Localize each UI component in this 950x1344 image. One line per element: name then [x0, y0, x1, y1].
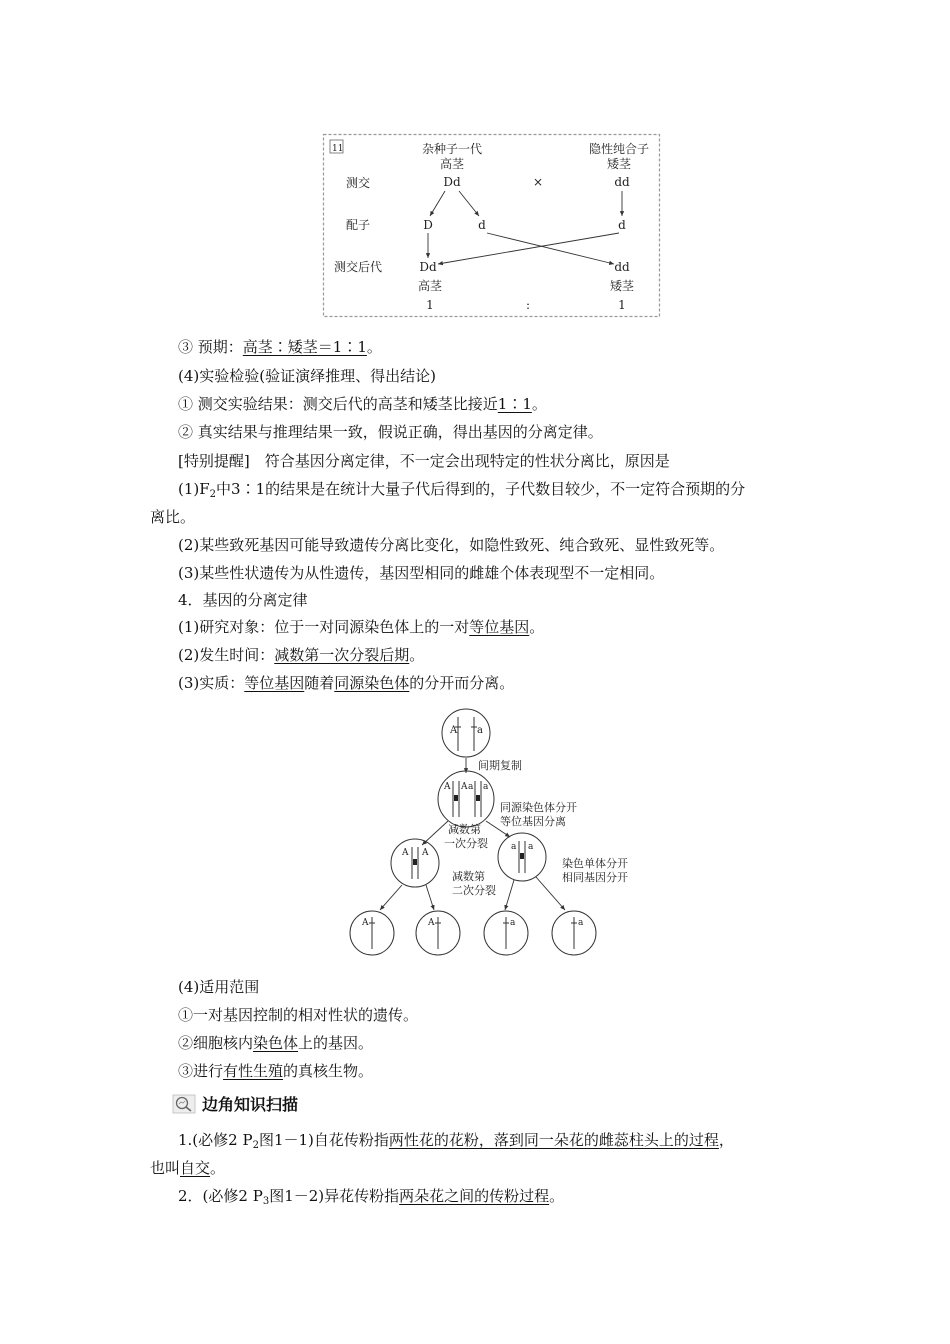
arrow-to-gamete-2 — [426, 885, 434, 910]
label-meiosis1-a: 减数第 — [448, 823, 481, 836]
section-title: 边角知识扫描 — [202, 1095, 299, 1114]
scope-item-1: ①一对基因控制的相对性状的遗传。 — [178, 1006, 419, 1024]
allele-A-label: A — [422, 848, 429, 858]
arrow-d2-to-Dd — [438, 233, 619, 264]
allele-a-label: a — [510, 918, 516, 928]
label-meiosis2-a: 减数第 — [452, 870, 485, 883]
label-sister-2: 相同基因分开 — [562, 871, 628, 884]
line-law-essence: (3)实质：等位基因随着同源染色体的分开而分离。 — [178, 674, 515, 692]
line-conclusion: ② 真实结果与推理结果一致，假说正确，得出基因的分离定律。 — [178, 423, 603, 441]
magnifier-icon — [172, 1094, 196, 1114]
line-law-time: (2)发生时间：减数第一次分裂后期。 — [178, 646, 425, 664]
cross-sign: × — [532, 175, 544, 189]
arrow-p1-to-D — [430, 191, 445, 216]
allele-a-label: a — [477, 725, 483, 736]
allele-A-label: A — [450, 725, 458, 736]
centromere — [413, 859, 417, 865]
arrow-to-gamete-1 — [380, 885, 402, 910]
meiosis-diagram — [340, 705, 640, 965]
allele-A-label: A — [461, 782, 468, 792]
arrow-p1-to-d — [459, 191, 479, 216]
gamete-d1: d — [478, 218, 486, 232]
line-law-heading: 4．基因的分离定律 — [178, 591, 308, 609]
centromere — [476, 795, 480, 801]
ratio-left: 1 — [426, 298, 434, 312]
line-note-1: $(1)F_2$中3∶1的结果是在统计大量子代后得到的，子代数目较少，不一定符合预期的分 — [178, 480, 746, 500]
parent2-genotype: dd — [614, 175, 630, 189]
cell-replicated — [438, 771, 494, 827]
allele-a-label: a — [511, 842, 517, 852]
offspring1-phenotype: 高茎 — [417, 279, 443, 293]
offspring2-phenotype: 矮茎 — [609, 279, 635, 293]
allele-a-label: a — [468, 782, 474, 792]
gamete-d2: d — [618, 218, 626, 232]
row-label-gamete: 配子 — [346, 218, 371, 232]
parent2-title: 隐性纯合子 — [588, 142, 650, 156]
ratio-colon: : — [525, 298, 531, 312]
testcross-diagram — [322, 132, 662, 320]
line-law-object: (1)研究对象：位于一对同源染色体上的一对等位基因。 — [178, 618, 545, 636]
row-label-testcross: 测交 — [346, 176, 371, 190]
line-note-2: (2)某些致死基因可能导致遗传分离比变化，如隐性致死、纯合致死、显性致死等。 — [178, 536, 725, 554]
label-homologous-2: 等位基因分离 — [500, 815, 566, 828]
label-meiosis2-b: 二次分裂 — [452, 884, 496, 897]
line-special-note: [特别提醒] 符合基因分离定律，不一定会出现特定的性状分离比，原因是 — [178, 452, 670, 470]
arrow-to-gamete-4 — [536, 877, 565, 910]
corner-label: 11 — [332, 144, 344, 154]
allele-a-label: a — [528, 842, 534, 852]
parent1-phenotype: 高茎 — [439, 157, 465, 171]
arrow-to-gamete-3 — [505, 880, 514, 910]
gamete-D: D — [423, 218, 433, 232]
centromere — [520, 853, 524, 859]
parent1-title: 杂种子一代 — [421, 142, 483, 156]
knowledge-item-2: 2．(必修2 $P_3$图1－2)异花传粉指两朵花之间的传粉过程。 — [178, 1187, 565, 1207]
arrow-d1-to-dd — [487, 233, 614, 264]
parent2-phenotype: 矮茎 — [606, 157, 632, 171]
allele-A-label: A — [428, 918, 435, 928]
label-interphase: 间期复制 — [478, 759, 522, 772]
allele-a-label: a — [483, 782, 489, 792]
label-meiosis1-b: 一次分裂 — [444, 837, 488, 850]
knowledge-item-1-cont: 也叫自交。 — [150, 1159, 226, 1177]
allele-A-label: A — [444, 782, 451, 792]
line-prediction: ③ 预期：高茎∶矮茎＝1∶1。 — [178, 338, 382, 356]
parent1-genotype: Dd — [443, 175, 461, 189]
scope-item-2: ②细胞核内染色体上的基因。 — [178, 1034, 374, 1052]
section-header — [172, 1092, 298, 1115]
ratio-right: 1 — [618, 298, 626, 312]
label-homologous-1: 同源染色体分开 — [500, 801, 577, 814]
centromere — [454, 795, 458, 801]
knowledge-item-1: 1.(必修2 $P_2$图1－1)自花传粉指两性花的花粉，落到同一朵花的雌蕊柱头上的过程， — [178, 1131, 734, 1151]
line-experiment: (4)实验检验(验证演绎推理、得出结论) — [178, 367, 436, 385]
line-note-3: (3)某些性状遗传为从性遗传，基因型相同的雌雄个体表现型不一定相同。 — [178, 564, 665, 582]
line-testcross-result: ① 测交实验结果：测交后代的高茎和矮茎比接近1∶1。 — [178, 395, 547, 413]
line-note-1-cont: 离比。 — [150, 508, 196, 526]
label-sister-1: 染色单体分开 — [562, 857, 628, 870]
allele-A-label: A — [402, 848, 409, 858]
row-label-offspring: 测交后代 — [334, 260, 383, 274]
scope-title: (4)适用范围 — [178, 978, 260, 996]
allele-A-label: A — [362, 918, 369, 928]
offspring1-genotype: Dd — [419, 260, 437, 274]
allele-a-label: a — [578, 918, 584, 928]
scope-item-3: ③进行有性生殖的真核生物。 — [178, 1062, 374, 1080]
offspring2-genotype: dd — [614, 260, 630, 274]
